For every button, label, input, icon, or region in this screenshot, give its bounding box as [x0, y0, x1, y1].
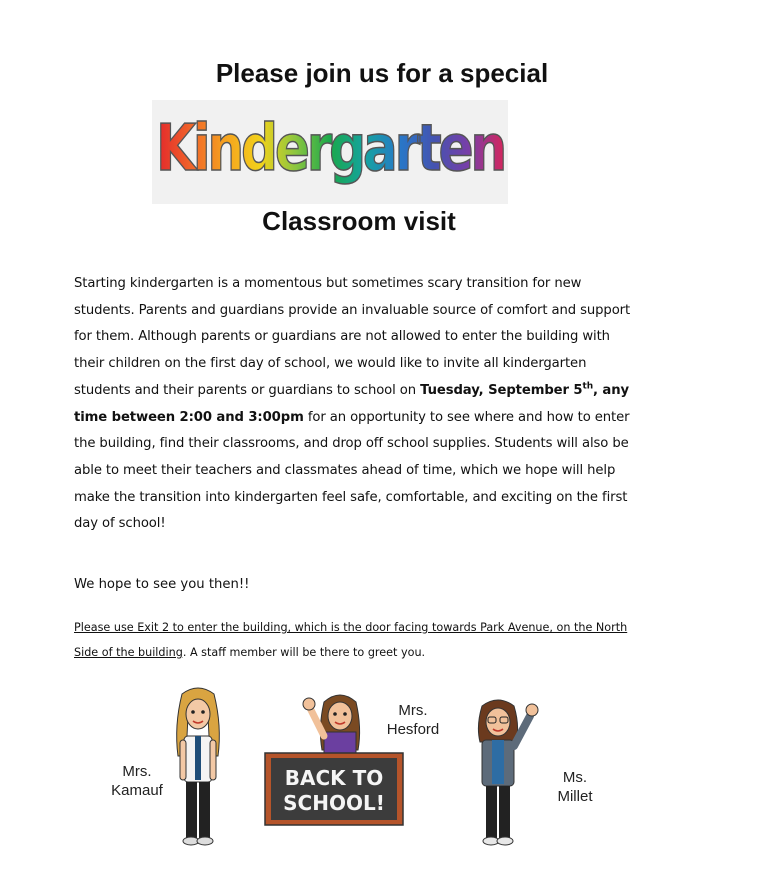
- teacher-millet-avatar: [468, 696, 542, 848]
- invitation-paragraph: [74, 271, 634, 538]
- exit-instructions-rest: . A staff member will be there to greet you.: [182, 646, 426, 659]
- exit-instructions-underlined: Please use Exit 2 to enter the building, which is the door facing towards Park Avenue, on the North Side of the building: [74, 621, 628, 659]
- kindergarten-title-graphic: [152, 98, 508, 202]
- teacher-name-millet: Ms. Millet: [557, 769, 593, 805]
- paragraph-text-end: for an opportunity to see where and how to enter the building, find their classrooms, and drop off school supplies. Students will also be able to meet their teachers and classmates ahead of time, which we hope will help make the transition into kindergarten feel safe, comfortable, and exciting on the first day of school!: [74, 409, 630, 532]
- teacher-hesford-avatar: [300, 688, 378, 754]
- teacher-name-kamauf: Mrs. Kamauf: [111, 763, 163, 799]
- heading-classroom-visit: Classroom visit: [262, 206, 456, 236]
- teacher-name-hesford: Mrs. Hesford: [386, 702, 440, 738]
- back-to-school-chalkboard: [264, 752, 404, 826]
- exit-instructions: [74, 615, 634, 665]
- svg-text:Kindergarten: Kindergarten: [156, 112, 504, 186]
- closing-line: We hope to see you then!!: [74, 577, 250, 592]
- svg-text:SCHOOL!: SCHOOL!: [283, 791, 385, 815]
- teacher-kamauf-avatar: [168, 686, 228, 848]
- paragraph-text-start: Starting kindergarten is a momentous but sometimes scary transition for new students. Parents and guardians provide an invaluable source of comfort and support for them. Although parents or guardians are not allowed to enter the building with their children on the first day of school, we would like to invite all kindergarten students and their parents or guardians to school on: [74, 276, 631, 398]
- event-date: Tuesday, September 5th, any time between 2:00 and 3:00pm: [74, 381, 630, 425]
- heading-please-join: Please join us for a special: [215, 58, 549, 88]
- svg-text:BACK TO: BACK TO: [284, 766, 384, 790]
